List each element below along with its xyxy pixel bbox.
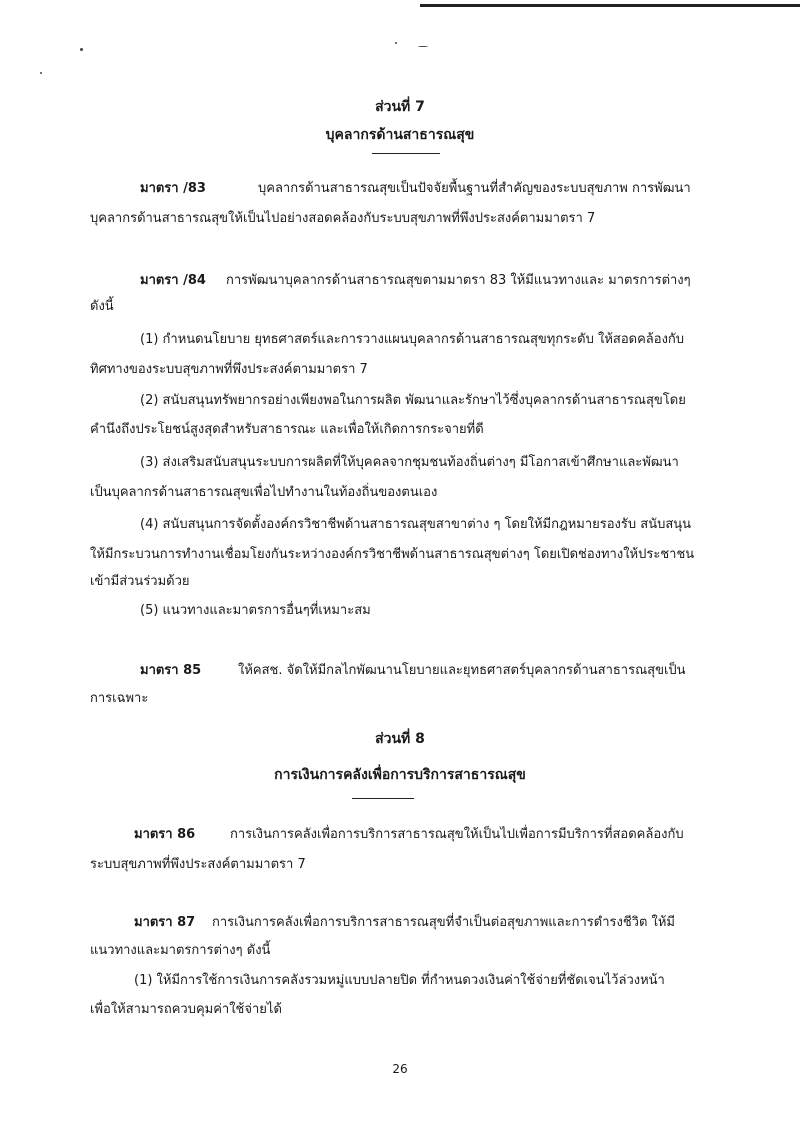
section-84-item-1-line-1: (1) กำหนดนโยบาย ยุทธศาสตร์และการวางแผนบุคลากรด้านสาธารณสุขทุกระดับ ให้สอดคล้องกับ [140, 332, 685, 347]
part-8-number: ส่วนที่ 8 [375, 731, 425, 747]
section-85-line-1 [140, 662, 686, 680]
section-84-text-2: ดังนี้ [90, 299, 114, 314]
section-86-label: มาตรา 86 [134, 827, 196, 842]
section-86-line-1 [134, 826, 684, 844]
section-84-item-2-line-2: คำนึงถึงประโยชน์สูงสุดสำหรับสาธารณะ และเพื่อให้เกิดการกระจายที่ดี [90, 422, 484, 437]
part-8-rule [352, 798, 414, 799]
section-87-line-1 [134, 914, 675, 932]
section-83-text-2: บุคลากรด้านสาธารณสุขให้เป็นไปอย่างสอดคล้องกับระบบสุขภาพที่พึงประสงค์ตามมาตรา 7 [90, 211, 596, 226]
scan-speck [40, 72, 42, 74]
page-number: 26 [392, 1062, 408, 1076]
section-87-text-1: การเงินการคลังเพื่อการบริการสาธารณสุขที่จำเป็นต่อสุขภาพและการดำรงชีวิต ให้มี [212, 915, 676, 930]
section-84-text-1: การพัฒนาบุคลากรด้านสาธารณสุขตามมาตรา 83 ให้มีแนวทางและ มาตรการต่างๆ [226, 273, 691, 288]
section-87-label: มาตรา 87 [134, 915, 196, 930]
scan-speck [395, 42, 397, 44]
section-84-line-1 [140, 272, 691, 290]
section-84-item-4-line-2: ให้มีกระบวนการทำงานเชื่อมโยงกันระหว่างองค์กรวิชาชีพด้านสาธารณสุขต่างๆ โดยเปิดช่องทางให้ประชาชน [90, 547, 695, 562]
section-84-item-1-line-2: ทิศทางของระบบสุขภาพที่พึงประสงค์ตามมาตรา 7 [90, 362, 368, 377]
section-86-text-1: การเงินการคลังเพื่อการบริการสาธารณสุขให้เป็นไปเพื่อการมีบริการที่สอดคล้องกับ [230, 827, 684, 842]
section-85-text-1: ให้คสช. จัดให้มีกลไกพัฒนานโยบายและยุทธศาสตร์บุคลากรด้านสาธารณสุขเป็น [238, 663, 686, 678]
section-87-item-1-line-1: (1) ให้มีการใช้การเงินการคลังรวมหมู่แบบปลายปิด ที่กำหนดวงเงินค่าใช้จ่ายที่ชัดเจนไว้ล่วงหน้า [134, 973, 665, 988]
section-87-item-1-line-2: เพื่อให้สามารถควบคุมค่าใช้จ่ายได้ [90, 1002, 282, 1017]
section-84-item-3-line-2: เป็นบุคลากรด้านสาธารณสุขเพื่อไปทำงานในท้องถิ่นของตนเอง [90, 485, 438, 500]
scan-edge-line [420, 4, 800, 7]
section-84-item-3-line-1: (3) ส่งเสริมสนับสนุนระบบการผลิตที่ให้บุคคลจากชุมชนท้องถิ่นต่างๆ มีโอกาสเข้าศึกษาและพัฒนา [140, 455, 679, 470]
part-8-title: การเงินการคลังเพื่อการบริการสาธารณสุข [274, 767, 526, 783]
section-83-label: มาตรา /83 [140, 181, 206, 196]
section-85-label: มาตรา 85 [140, 663, 202, 678]
section-85-text-2: การเฉพาะ [90, 691, 149, 706]
section-83-text-1: บุคลากรด้านสาธารณสุขเป็นปัจจัยพื้นฐานที่สำคัญของระบบสุขภาพ การพัฒนา [258, 181, 691, 196]
scan-speck [80, 48, 83, 51]
scan-speck [418, 46, 428, 47]
section-84-label: มาตรา /84 [140, 273, 206, 288]
section-84-item-4-line-1: (4) สนับสนุนการจัดตั้งองค์กรวิชาชีพด้านสาธารณสุขสาขาต่าง ๆ โดยให้มีกฎหมายรองรับ สนับสนุน [140, 517, 692, 532]
section-86-text-2: ระบบสุขภาพที่พึงประสงค์ตามมาตรา 7 [90, 857, 306, 872]
section-84-item-4-line-3: เข้ามีส่วนร่วมด้วย [90, 574, 190, 589]
section-83-line-1 [140, 180, 691, 198]
section-87-text-2: แนวทางและมาตรการต่างๆ ดังนี้ [90, 943, 271, 958]
section-84-item-2-line-1: (2) สนับสนุนทรัพยากรอย่างเพียงพอในการผลิต พัฒนาและรักษาไว้ซึ่งบุคลากรด้านสาธารณสุขโดย [140, 393, 686, 408]
part-7-rule [372, 153, 440, 154]
section-84-item-5: (5) แนวทางและมาตรการอื่นๆที่เหมาะสม [140, 603, 371, 618]
part-7-title: บุคลากรด้านสาธารณสุข [325, 127, 475, 143]
part-7-number: ส่วนที่ 7 [375, 99, 425, 115]
